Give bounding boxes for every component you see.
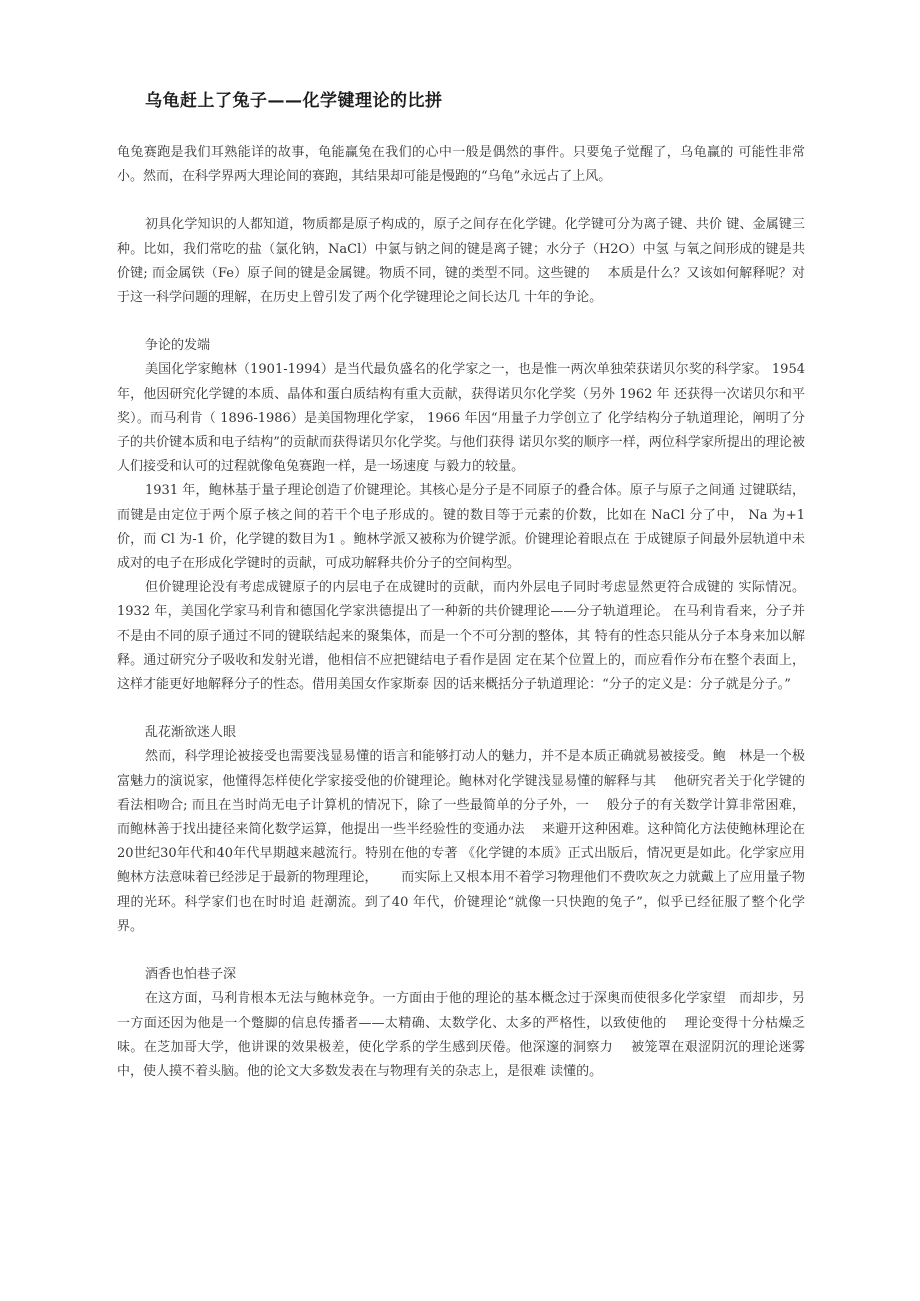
document-page <box>117 88 805 1084</box>
section-heading: 乱花渐欲迷人眼 <box>145 725 237 741</box>
paragraph-chemical-bonds: 初具化学知识的人都知道，物质都是原子构成的，原子之间存在化学键。化学键可分为离子键、共价 键、金属键三种。比如，我们常吃的盐（氯化钠，NaCl）中氯与钠之间的键是离子键；水分子（H2O）中氢 与氧之间形成的键是共价键; 而金属铁（Fe）原子间的键是金属键。物质不同，键的类型不同。这些键的 本质是什么？又该如何解释呢？对于这一科学问题的理解，在历史上曾引发了两个化学键理论之间长达几 十年的争论。 <box>117 217 805 306</box>
document-title: 乌龟赶上了兔子——化学键理论的比拼 <box>145 91 443 111</box>
section-paragraph: 美国化学家鲍林（1901-1994）是当代最负盛名的化学家之一，也是惟一两次单独荣获诺贝尔奖的科学家。 1954 年，他因研究化学键的本质、晶体和蛋白质结构有重大贡献，获得诺贝尔化学奖（另外 1962 年 还获得一次诺贝尔和平奖）。而马利肯（ 1896-1986）是美国物理化学家， 1966 年因“用量子力学创立了 化学结构分子轨道理论，阐明了分子的共价键本质和电子结构”的贡献而获得诺贝尔化学奖。与他们获得 诺贝尔奖的顺序一样，两位科学家所提出的理论被人们接受和认可的过程就像龟兔赛跑一样，是一场速度 与毅力的较量。 <box>117 362 805 475</box>
section-good-wine-deep-alley <box>117 963 805 1084</box>
section-heading: 酒香也怕巷子深 <box>145 967 237 983</box>
paragraph-gap <box>117 939 805 963</box>
paragraph-gap <box>117 697 805 721</box>
section-paragraph: 但价键理论没有考虑成键原子的内层电子在成键时的贡献，而内外层电子同时考虑显然更符合成键的 实际情况。 1932 年，美国化学家马利肯和德国化学家洪德提出了一种新的共价键理论——分子轨道理论。 在马利肯看来，分子并不是由不同的原子通过不同的键联结起来的聚集体，而是一个不可分割的整体，其 特有的性态只能从分子本身来加以解释。通过研究分子吸收和发射光谱，他相信不应把键结电子看作是固 定在某个位置上的，而应看作分布在整个表面上，这样才能更好地解释分子的性态。借用美国女作家斯泰 因的话来概括分子轨道理论：“分子的定义是：分子就是分子。” <box>117 580 805 693</box>
section-origin-of-debate <box>117 334 805 697</box>
intro-paragraph: 龟兔赛跑是我们耳熟能详的故事，龟能赢兔在我们的心中一般是偶然的事件。只要兔子觉醒了，乌龟赢的 可能性非常小。然而，在科学界两大理论间的赛跑，其结果却可能是慢跑的“乌龟”永远占了上风。 <box>117 145 805 185</box>
paragraph-gap <box>117 189 805 213</box>
section-dazzling-flowers <box>117 721 805 939</box>
section-paragraph: 在这方面，马利肯根本无法与鲍林竞争。一方面由于他的理论的基本概念过于深奥而使很多化学家望 而却步，另一方面还因为他是一个蹩脚的信息传播者——太精确、太数学化、太多的严格性，以致使他的 理论变得十分枯燥乏味。在芝加哥大学，他讲课的效果极差，使化学系的学生感到厌倦。他深邃的洞察力 被笼罩在艰涩阴沉的理论迷雾中，使人摸不着头脑。他的论文大多数发表在与物理有关的杂志上，是很难 读懂的。 <box>117 991 805 1079</box>
section-paragraph: 1931 年，鲍林基于量子理论创造了价键理论。其核心是分子是不同原子的叠合体。原子与原子之间通 过键联结，而键是由定位于两个原子核之间的若干个电子形成的。键的数目等于元素的价数，比如在 NaCl 分了中， Na 为+1 价，而 Cl 为-1 价，化学键的数目为1 。鲍林学派又被称为价键学派。价键理论着眼点在 于成键原子间最外层轨道中未成对的电子在形成化学键时的贡献，可成功解释共价分子的空间构型。 <box>117 483 805 572</box>
paragraph-gap <box>117 310 805 334</box>
section-paragraph: 然而，科学理论被接受也需要浅显易懂的语言和能够打动人的魅力，并不是本质正确就易被接受。鲍 林是一个极富魅力的演说家，他懂得怎样使化学家接受他的价键理论。鲍林对化学键浅显易懂的解释与其 他研究者关于化学键的看法相吻合; 而且在当时尚无电子计算机的情况下，除了一些最简单的分子外，一 般分子的有关数学计算非常困难，而鲍林善于找出捷径来简化数学运算，他提出一些半经验性的变通办法 来避开这种困难。这种简化方法使鲍林理论在 20世纪30年代和40年代早期越来越流行。特别在他的专著 《化学键的本质》正式出版后，情况更是如此。化学家应用鲍林方法意味着已经涉足于最新的物理理论， 而实际上又根本用不着学习物理他们不费吹灰之力就戴上了应用量子物理的光环。科学家们也在时时追 赶潮流。到了40 年代，价键理论“就像一只快跑的兔子”，似乎已经征服了整个化学界。 <box>117 749 805 934</box>
section-heading: 争论的发端 <box>145 338 211 354</box>
